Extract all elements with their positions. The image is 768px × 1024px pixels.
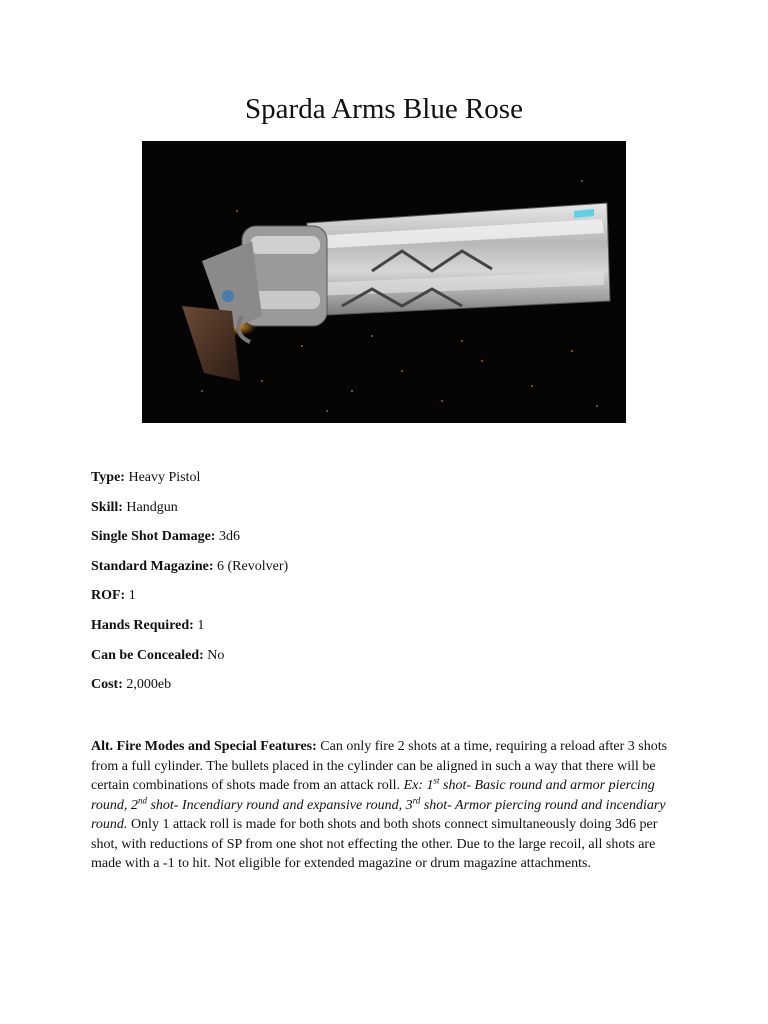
spec-rof [91, 586, 288, 616]
spec-skill [91, 498, 288, 528]
spec-value: No [203, 647, 225, 663]
features-paragraph [91, 737, 681, 874]
spec-value: 1 [125, 588, 136, 604]
spec-value: 3d6 [215, 529, 240, 545]
page-title: Sparda Arms Blue Rose [245, 93, 523, 125]
spec-value: Heavy Pistol [124, 470, 201, 485]
features-text: Only 1 attack roll is made for both shots and both shots connect simultaneously doing 3d6 per shot, with reductions of SP from one shot not effecting the other. Due to the large recoil, all shots are made with a -1 to hit. Not eligible for extended magazine or drum magazine attachments. [91, 817, 658, 871]
spec-magazine [91, 557, 288, 587]
spec-concealed [91, 646, 288, 676]
features-label: Alt. Fire Modes and Special Features: [91, 739, 317, 754]
example-part: shot- Armor piercing round and incendiary round. [91, 797, 666, 832]
spec-list [91, 468, 288, 705]
spec-value: 2,000eb [122, 677, 172, 693]
spec-label: Can be Concealed: [91, 647, 204, 663]
revolver-illustration [142, 141, 626, 423]
spec-value: 1 [193, 617, 205, 633]
spec-label: ROF: [91, 588, 126, 604]
spec-label: Hands Required: [91, 617, 194, 633]
spec-damage [91, 527, 288, 557]
ordinal-suffix: rd [412, 794, 421, 805]
ordinal-suffix: st [433, 775, 440, 786]
spec-label: Standard Magazine: [91, 558, 214, 574]
spec-value: Handgun [122, 499, 178, 515]
example-part: shot- Basic round and armor piercing round, 2 [91, 778, 655, 813]
spec-label: Single Shot Damage: [91, 529, 216, 545]
spec-label: Cost: [91, 677, 123, 693]
revolver-photo [142, 141, 626, 423]
example-part: Ex: 1 [403, 778, 434, 793]
spec-label: Skill: [91, 499, 123, 515]
example-part: shot- Incendiary round and expansive round, 3 [146, 797, 413, 813]
spec-value: 6 (Revolver) [213, 558, 289, 574]
ordinal-suffix: nd [137, 794, 147, 805]
spec-cost [91, 675, 288, 705]
spec-hands [91, 616, 288, 646]
spec-label: Type: [91, 470, 125, 485]
spec-type [91, 468, 288, 498]
features-text: Can only fire 2 shots at a time, requiring a reload after 3 shots from a full cylinder. The bullets placed in the cylinder can be aligned in such a way that there will be certain combinations of shots made from an attack roll. [91, 739, 668, 793]
